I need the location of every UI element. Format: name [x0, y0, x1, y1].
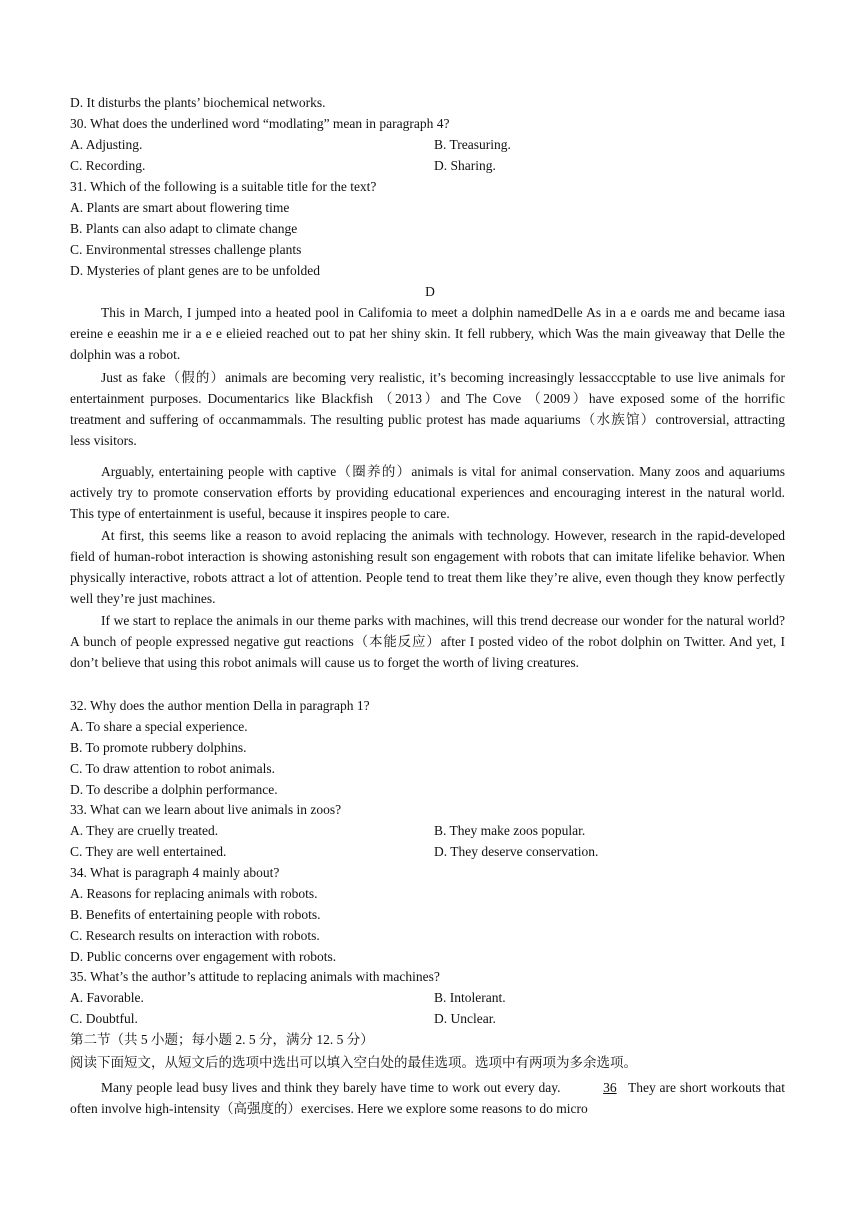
passage-paragraph-1: This in March, I jumped into a heated pool in Califomia to meet a dolphin namedDelle As in a e oards me and became iasa ereine e eeashin me ir a e e elieied reached out to pat her shiny skin. It fell rubbery, which Was the main giveaway that Delle the dolphin was a robot. [70, 305, 785, 362]
q33-option-b: B. They make zoos popular. [434, 823, 586, 838]
section2-text-before-blank: Many people lead busy lives and think they barely have time to work out every day. [101, 1080, 561, 1095]
q34-option-b: B. Benefits of entertaining people with robots. [70, 907, 321, 922]
q35-option-c: C. Doubtful. [70, 1011, 138, 1026]
q34-question: 34. What is paragraph 4 mainly about? [70, 865, 280, 880]
q35-option-b: B. Intolerant. [434, 990, 506, 1005]
q31-option-c: C. Environmental stresses challenge plants [70, 242, 302, 257]
q33-question: 33. What can we learn about live animals in zoos? [70, 802, 342, 817]
q30-option-d: D. Sharing. [434, 158, 496, 173]
section2-text-after-blank: They are short workouts that often involve high-intensity（高强度的）exercises. Here we explore some reasons to do micro [70, 1080, 785, 1116]
q32-option-a: A. To share a special experience. [70, 719, 248, 734]
q31-question: 31. Which of the following is a suitable title for the text? [70, 179, 377, 194]
passage-paragraph-4: At first, this seems like a reason to avoid replacing the animals with technology. However, research in the rapid-developed field of human-robot interaction is showing astonishing result son engagement with robots that can imitate lifelike behavior. When physically interactive, robots attract a lot of attention. People tend to treat them like they’re alive, even though they know perfectly well they’re just machines. [70, 528, 785, 606]
q31-option-d: D. Mysteries of plant genes are to be unfolded [70, 263, 321, 278]
q33-option-c: C. They are well entertained. [70, 844, 227, 859]
q29-option-d: D. It disturbs the plants’ biochemical networks. [70, 95, 326, 110]
passage-paragraph-2: Just as fake（假的）animals are becoming very realistic, it’s becoming increasingly lessacccptable to use live animals for entertainment purposes. Documentarics like Blackfish （2013）and The Cove （2009）have exposed some of the horrific treatment and suffering of occanmammals. The resulting public protest has made aquariums（水族馆）controversial, attracting less visitors. [70, 370, 785, 448]
passage-paragraph-3: Arguably, entertaining people with captive（圈养的）animals is vital for animal conservation. Many zoos and aquariums actively try to promote conservation efforts by providing educational experiences and encouraging interest in the natural world. This type of entertainment is useful, because it inspires people to care. [70, 464, 785, 521]
q34-option-a: A. Reasons for replacing animals with robots. [70, 886, 318, 901]
q33-option-d: D. They deserve conservation. [434, 844, 599, 859]
q34-option-c: C. Research results on interaction with robots. [70, 928, 320, 943]
q32-option-d: D. To describe a dolphin performance. [70, 782, 278, 797]
q30-option-c: C. Recording. [70, 158, 146, 173]
passage-paragraph-5: If we start to replace the animals in our theme parks with machines, will this trend decrease our wonder for the natural world? A bunch of people expressed negative gut reactions（本能反应）after I posted video of the robot dolphin on Twitter. And yet, I don’t believe that using this robot animals will cause us to forget the worth of living creatures. [70, 613, 785, 670]
q32-question: 32. Why does the author mention Della in paragraph 1? [70, 698, 370, 713]
q35-question: 35. What’s the author’s attitude to replacing animals with machines? [70, 969, 440, 984]
q32-option-b: B. To promote rubbery dolphins. [70, 740, 247, 755]
q34-option-d: D. Public concerns over engagement with robots. [70, 949, 337, 964]
section-instruction: 阅读下面短文，从短文后的选项中选出可以填入空白处的最佳选项。选项中有两项为多余选项。 [70, 1055, 637, 1070]
q30-question: 30. What does the underlined word “modlating” mean in paragraph 4? [70, 116, 450, 131]
blank-36[interactable]: 36 [603, 1080, 617, 1095]
q31-option-a: A. Plants are smart about flowering time [70, 200, 290, 215]
q32-option-c: C. To draw attention to robot animals. [70, 761, 276, 776]
section-heading: 第二节（共 5 小题；每小题 2. 5 分，满分 12. 5 分） [70, 1032, 374, 1047]
section2-paragraph-1 [70, 1077, 785, 1119]
passage-letter: D [425, 284, 435, 299]
q30-option-b: B. Treasuring. [434, 137, 511, 152]
q35-option-a: A. Favorable. [70, 990, 144, 1005]
q33-option-a: A. They are cruelly treated. [70, 823, 219, 838]
q30-option-a: A. Adjusting. [70, 137, 143, 152]
q31-option-b: B. Plants can also adapt to climate change [70, 221, 298, 236]
q35-option-d: D. Unclear. [434, 1011, 496, 1026]
